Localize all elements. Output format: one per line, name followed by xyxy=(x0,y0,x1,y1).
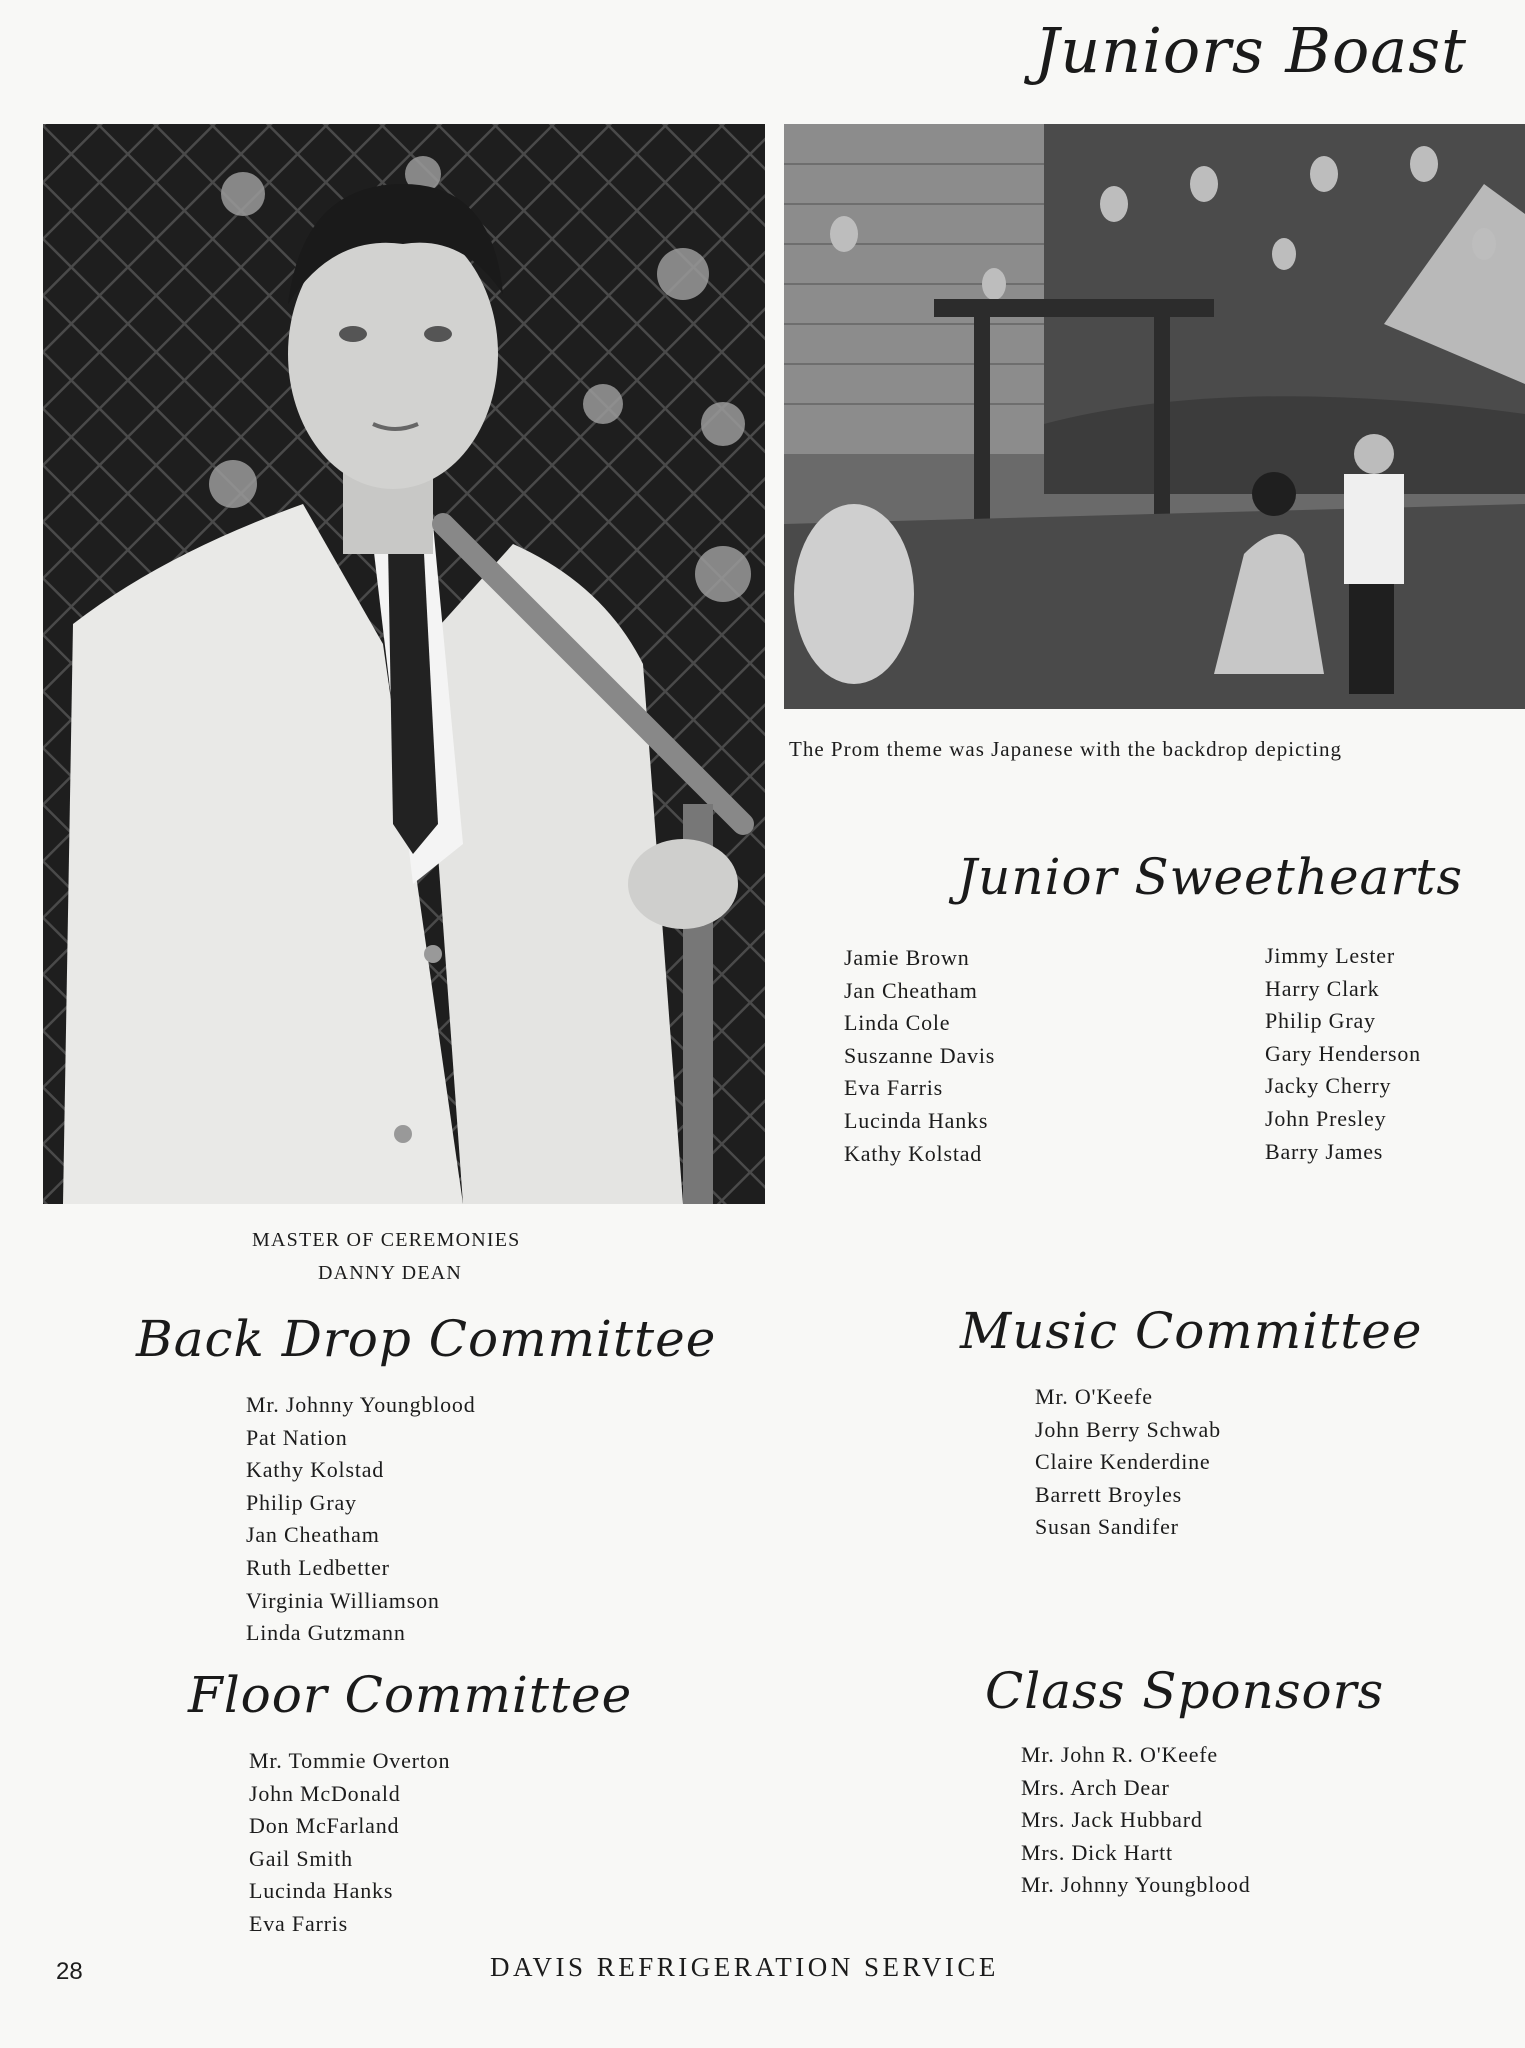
mc-caption-line2: DANNY DEAN xyxy=(318,1262,463,1284)
list-item: Barrett Broyles xyxy=(1035,1481,1183,1507)
list-item: Linda Gutzmann xyxy=(246,1620,406,1646)
list-item: Lucinda Hanks xyxy=(844,1107,989,1133)
list-item: Jacky Cherry xyxy=(1265,1073,1392,1099)
floor-committee-heading: Floor Committee xyxy=(188,1666,633,1724)
list-item: John McDonald xyxy=(249,1780,401,1806)
list-item: Jan Cheatham xyxy=(246,1522,380,1548)
list-item: Mr. Tommie Overton xyxy=(249,1748,451,1773)
list-item: Mr. O'Keefe xyxy=(1035,1384,1153,1409)
class-sponsors-list xyxy=(1021,1739,1251,1902)
list-item: Linda Cole xyxy=(844,1010,951,1036)
list-item: Virginia Williamson xyxy=(246,1587,440,1613)
list-item: Don McFarland xyxy=(249,1813,400,1839)
backdrop-committee-list xyxy=(246,1389,476,1650)
list-item: Mr. Johnny Youngblood xyxy=(246,1392,476,1417)
list-item: Mr. Johnny Youngblood xyxy=(1021,1872,1251,1898)
sweethearts-girls-list xyxy=(844,942,995,1170)
class-sponsors-heading: Class Sponsors xyxy=(985,1662,1385,1720)
list-item: John Presley xyxy=(1265,1105,1387,1131)
list-item: Lucinda Hanks xyxy=(249,1878,394,1904)
list-item: Jimmy Lester xyxy=(1265,943,1395,968)
list-item: John Berry Schwab xyxy=(1035,1416,1221,1442)
prom-caption: The Prom theme was Japanese with the backdrop depicting xyxy=(789,737,1343,761)
list-item: Susan Sandifer xyxy=(1035,1514,1179,1540)
master-of-ceremonies-photo xyxy=(43,124,765,1204)
list-item: Eva Farris xyxy=(249,1910,349,1936)
junior-sweethearts-heading: Junior Sweethearts xyxy=(957,848,1463,906)
list-item: Suszanne Davis xyxy=(844,1042,996,1068)
list-item: Jamie Brown xyxy=(844,945,970,970)
floor-committee-list xyxy=(249,1745,450,1941)
sweethearts-boys-list xyxy=(1265,940,1421,1168)
list-item: Philip Gray xyxy=(1265,1008,1376,1034)
list-item: Eva Farris xyxy=(844,1075,944,1101)
list-item: Pat Nation xyxy=(246,1424,348,1450)
list-item: Kathy Kolstad xyxy=(844,1140,983,1166)
backdrop-committee-heading: Back Drop Committee xyxy=(136,1310,717,1368)
list-item: Claire Kenderdine xyxy=(1035,1449,1211,1475)
list-item: Barry James xyxy=(1265,1138,1384,1164)
list-item: Jan Cheatham xyxy=(844,977,978,1003)
list-item: Mr. John R. O'Keefe xyxy=(1021,1742,1218,1767)
mc-caption-line1: MASTER OF CEREMONIES xyxy=(252,1229,521,1251)
page-title: Juniors Boast xyxy=(1034,14,1467,87)
prom-photo xyxy=(784,124,1525,709)
list-item: Mrs. Dick Hartt xyxy=(1021,1839,1173,1865)
list-item: Kathy Kolstad xyxy=(246,1457,385,1483)
list-item: Harry Clark xyxy=(1265,975,1380,1001)
list-item: Ruth Ledbetter xyxy=(246,1554,390,1580)
list-item: Mrs. Arch Dear xyxy=(1021,1774,1170,1800)
sponsor-footer: DAVIS REFRIGERATION SERVICE xyxy=(490,1952,999,1982)
list-item: Mrs. Jack Hubbard xyxy=(1021,1807,1203,1833)
music-committee-heading: Music Committee xyxy=(960,1302,1423,1360)
list-item: Gail Smith xyxy=(249,1845,353,1871)
list-item: Gary Henderson xyxy=(1265,1040,1421,1066)
page-number: 28 xyxy=(56,1958,83,1985)
list-item: Philip Gray xyxy=(246,1489,357,1515)
music-committee-list xyxy=(1035,1381,1221,1544)
